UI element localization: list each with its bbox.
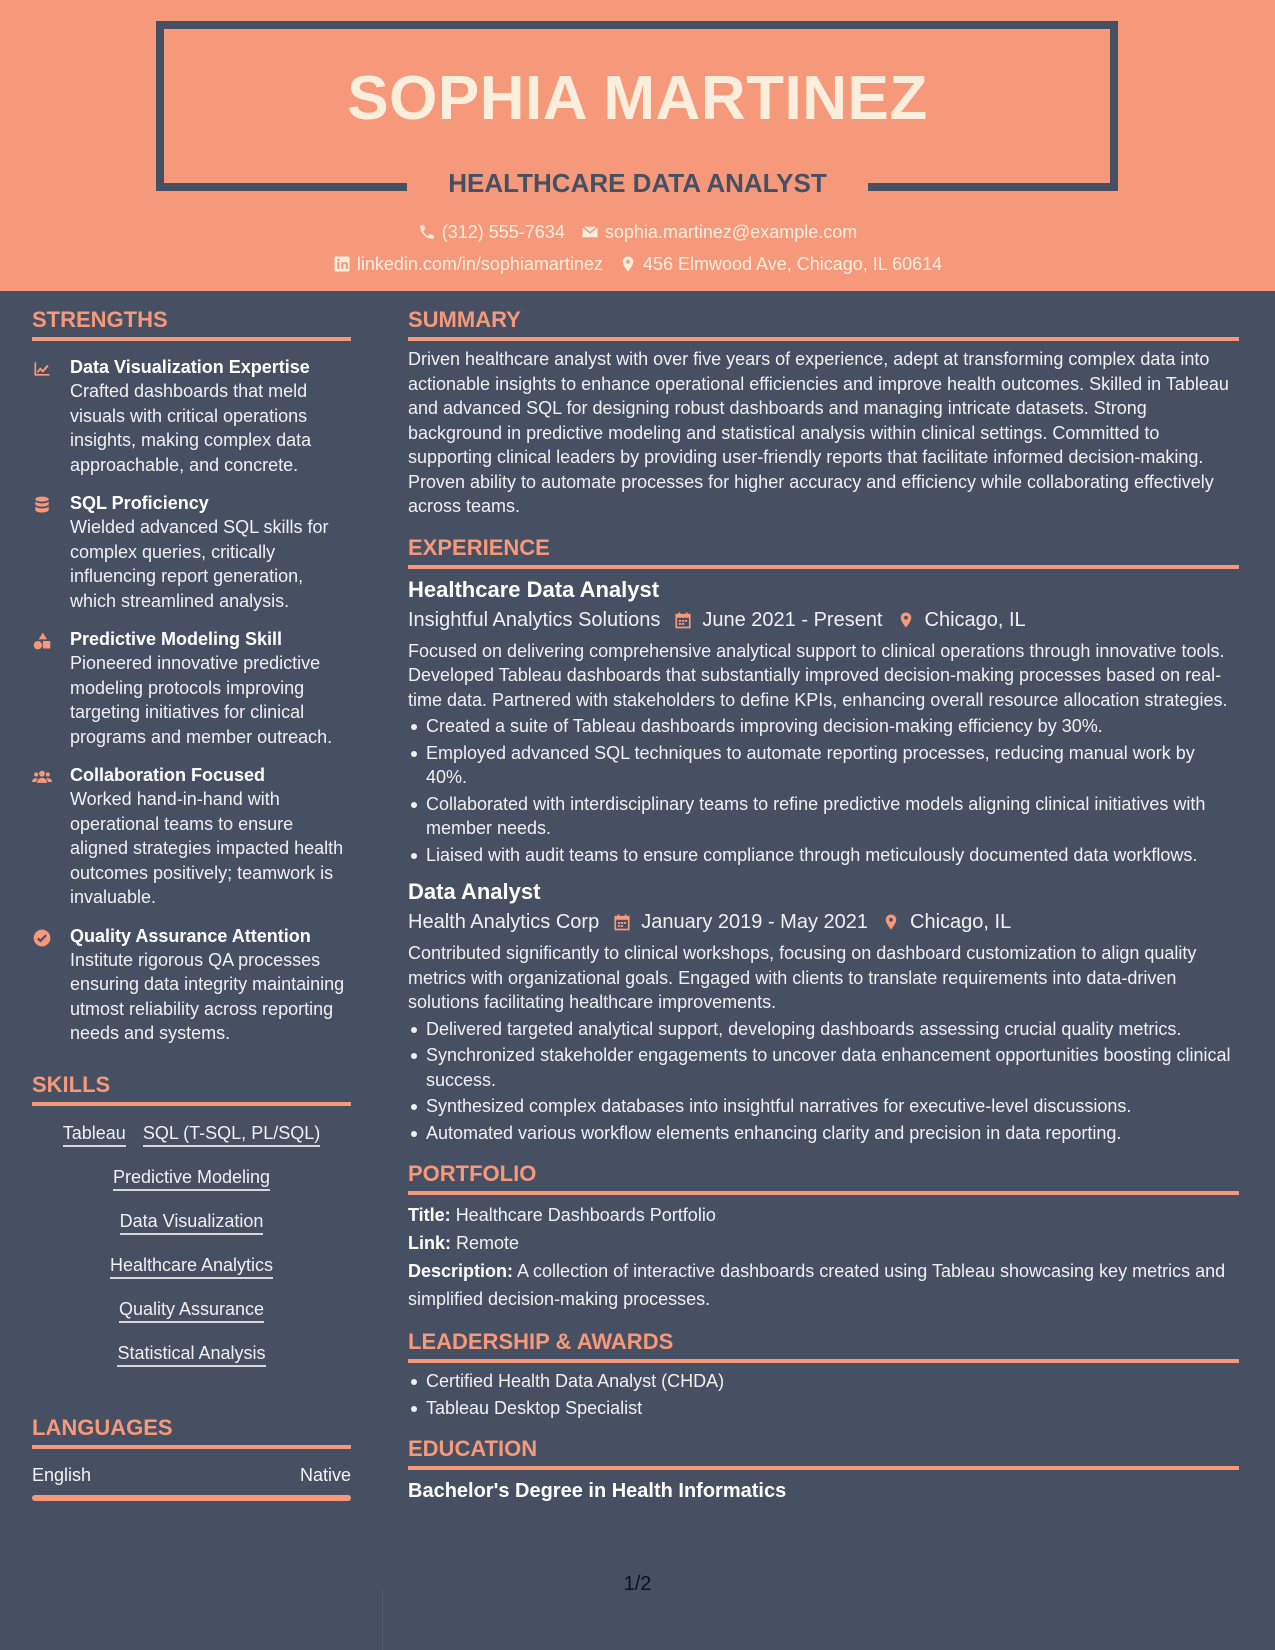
job-location: Chicago, IL bbox=[924, 608, 1026, 631]
language-row bbox=[32, 1463, 351, 1487]
users-icon bbox=[32, 767, 52, 787]
envelope-icon bbox=[581, 223, 599, 241]
job-entry bbox=[408, 877, 1239, 1145]
job-bullet: Synchronized stakeholder engagements to uncover data enhancement opportunities boosting clinical success. bbox=[408, 1043, 1239, 1092]
contact-address bbox=[619, 252, 942, 276]
job-title: Data Analyst bbox=[408, 879, 541, 904]
skills-list bbox=[32, 1122, 351, 1367]
job-meta bbox=[408, 907, 1239, 937]
portfolio-link-value[interactable]: Remote bbox=[456, 1233, 520, 1253]
job-bullet: Synthesized complex databases into insightful narratives for executive-level discussions. bbox=[408, 1094, 1239, 1119]
phone-icon bbox=[418, 223, 436, 241]
strength-item bbox=[32, 924, 351, 1046]
job-dates: January 2019 - May 2021 bbox=[641, 911, 869, 933]
strength-name: Predictive Modeling Skill bbox=[70, 629, 283, 649]
strength-name: Data Visualization Expertise bbox=[70, 357, 310, 377]
language-level: Native bbox=[299, 1464, 351, 1485]
address-text: 456 Elmwood Ave, Chicago, IL 60614 bbox=[642, 254, 943, 274]
awards-heading: LEADERSHIP & AWARDS bbox=[408, 1325, 1239, 1363]
portfolio-desc-value: A collection of interactive dashboards created using Tableau showcasing key metrics and simplified decision-making processes. bbox=[408, 1261, 1226, 1309]
chart-line-icon bbox=[32, 359, 52, 379]
contact-linkedin[interactable] bbox=[333, 252, 603, 276]
portfolio-title-label: Title: bbox=[408, 1205, 451, 1225]
job-company: Health Analytics Corp bbox=[408, 911, 600, 933]
strength-desc: Crafted dashboards that meld visuals with critical operations insights, making complex data approachable, and concrete. bbox=[70, 381, 312, 475]
language-proficiency-bar bbox=[32, 1495, 351, 1501]
shapes-icon bbox=[32, 631, 52, 651]
map-pin-icon bbox=[882, 912, 900, 932]
skill-chip: Data Visualization bbox=[120, 1210, 264, 1235]
education-degree: Bachelor's Degree in Health Informatics bbox=[408, 1480, 787, 1502]
right-column bbox=[408, 303, 1239, 1506]
job-bullet: Employed advanced SQL techniques to automate reporting processes, reducing manual work by 40%. bbox=[408, 741, 1239, 790]
contact-phone[interactable] bbox=[418, 220, 565, 244]
resume-header bbox=[0, 0, 1275, 291]
strengths-heading: STRENGTHS bbox=[32, 303, 351, 341]
column-divider bbox=[382, 1590, 383, 1650]
contact-row-2 bbox=[0, 252, 1275, 276]
candidate-title: HEALTHCARE DATA ANALYST bbox=[448, 168, 827, 198]
job-bullet: Delivered targeted analytical support, developing dashboards assessing crucial quality metrics. bbox=[408, 1017, 1239, 1042]
strength-desc: Institute rigorous QA processes ensuring data integrity maintaining utmost reliability across reporting needs and systems. bbox=[70, 949, 345, 1043]
summary-heading: SUMMARY bbox=[408, 303, 1239, 341]
portfolio-title-value: Healthcare Dashboards Portfolio bbox=[455, 1205, 716, 1225]
education-heading: EDUCATION bbox=[408, 1432, 1239, 1470]
strength-desc: Wielded advanced SQL skills for complex queries, critically influencing report generation, which streamlined analysis. bbox=[70, 517, 329, 611]
portfolio-desc-label: Description: bbox=[408, 1261, 514, 1281]
portfolio-link-label: Link: bbox=[408, 1233, 451, 1253]
job-dates: June 2021 - Present bbox=[702, 608, 883, 631]
strength-desc: Pioneered innovative predictive modeling protocols improving targeting initiatives for clinical programs and member outreach. bbox=[70, 653, 333, 747]
map-pin-icon bbox=[897, 610, 915, 630]
strength-name: Quality Assurance Attention bbox=[70, 925, 311, 946]
job-description: Focused on delivering comprehensive analytical support to clinical operations through innovative tools. Developed Tableau dashboards that substantially improved decision-making processes based on real-time data. Partnered with stakeholders to define KPIs, enhancing overall resource allocation strategies. bbox=[408, 640, 1228, 710]
experience-heading: EXPERIENCE bbox=[408, 531, 1239, 569]
job-bullet: Created a suite of Tableau dashboards improving decision-making efficiency by 30%. bbox=[408, 714, 1239, 739]
portfolio-heading: PORTFOLIO bbox=[408, 1157, 1239, 1195]
job-location: Chicago, IL bbox=[910, 911, 1012, 933]
strength-item bbox=[32, 491, 351, 613]
awards-list bbox=[408, 1369, 1239, 1420]
skill-chip: SQL (T-SQL, PL/SQL) bbox=[143, 1122, 320, 1147]
left-column bbox=[32, 303, 351, 1501]
award-item: Tableau Desktop Specialist bbox=[408, 1396, 1239, 1421]
summary-text: Driven healthcare analyst with over five years of experience, adept at transforming complex data into actionable insights to enhance operational efficiencies and improve health outcomes. Skilled in Tableau and advanced SQL for designing robust dashboards and managing intricate datasets. Strong background in predictive modeling and statistical analysis within clinical settings. Committed to supporting clinical leaders by providing user-friendly reports that facilitate informed decision-making. Proven ability to automate processes for higher accuracy and efficiency while collaborating effectively across teams. bbox=[408, 349, 1229, 516]
portfolio-entry bbox=[408, 1201, 1239, 1313]
skill-chip: Statistical Analysis bbox=[117, 1342, 265, 1367]
page-number: 1/2 bbox=[623, 1573, 652, 1595]
job-bullet: Liaised with audit teams to ensure compliance through meticulously documented data workflows. bbox=[408, 843, 1239, 868]
skill-chip: Quality Assurance bbox=[119, 1298, 264, 1323]
candidate-name: SOPHIA MARTINEZ bbox=[347, 64, 928, 133]
job-entry bbox=[408, 575, 1239, 868]
job-description: Contributed significantly to clinical workshops, focusing on dashboard customization to align quality metrics with organizational goals. Engaged with clients to translate requirements into data-driven solutions facilitating healthcare improvements. bbox=[408, 943, 1197, 1012]
strength-desc: Worked hand-in-hand with operational teams to ensure aligned strategies impacted health outcomes positively; teamwork is invaluable. bbox=[70, 789, 344, 907]
strength-item bbox=[32, 355, 351, 477]
linkedin-text: linkedin.com/in/sophiamartinez bbox=[356, 254, 603, 274]
calendar-icon bbox=[674, 610, 692, 630]
contact-email[interactable] bbox=[581, 220, 857, 244]
language-name: English bbox=[32, 1464, 92, 1485]
job-bullet: Automated various workflow elements enhancing clarity and precision in data reporting. bbox=[408, 1121, 1239, 1146]
job-bullets bbox=[408, 714, 1239, 867]
strength-item bbox=[32, 627, 351, 749]
skills-heading: SKILLS bbox=[32, 1068, 351, 1106]
strength-name: SQL Proficiency bbox=[70, 493, 209, 513]
job-title: Healthcare Data Analyst bbox=[408, 576, 660, 602]
strength-name: Collaboration Focused bbox=[70, 765, 266, 785]
job-meta bbox=[408, 605, 1239, 635]
check-circle-icon bbox=[32, 928, 52, 948]
strength-item bbox=[32, 763, 351, 910]
skill-chip: Healthcare Analytics bbox=[110, 1254, 273, 1279]
phone-text: (312) 555-7634 bbox=[441, 222, 565, 242]
job-bullets bbox=[408, 1017, 1239, 1146]
skill-chip: Tableau bbox=[63, 1122, 126, 1147]
database-icon bbox=[32, 495, 52, 515]
calendar-icon bbox=[613, 912, 631, 932]
job-company: Insightful Analytics Solutions bbox=[408, 608, 661, 631]
contact-row-1 bbox=[0, 220, 1275, 244]
skill-chip: Predictive Modeling bbox=[113, 1166, 270, 1191]
linkedin-icon bbox=[333, 255, 351, 273]
languages-heading: LANGUAGES bbox=[32, 1411, 351, 1449]
map-pin-icon bbox=[619, 255, 637, 273]
award-item: Certified Health Data Analyst (CHDA) bbox=[408, 1369, 1239, 1394]
job-bullet: Collaborated with interdisciplinary teams to refine predictive models aligning clinical initiatives with member needs. bbox=[408, 792, 1239, 841]
email-text: sophia.martinez@example.com bbox=[604, 222, 858, 242]
